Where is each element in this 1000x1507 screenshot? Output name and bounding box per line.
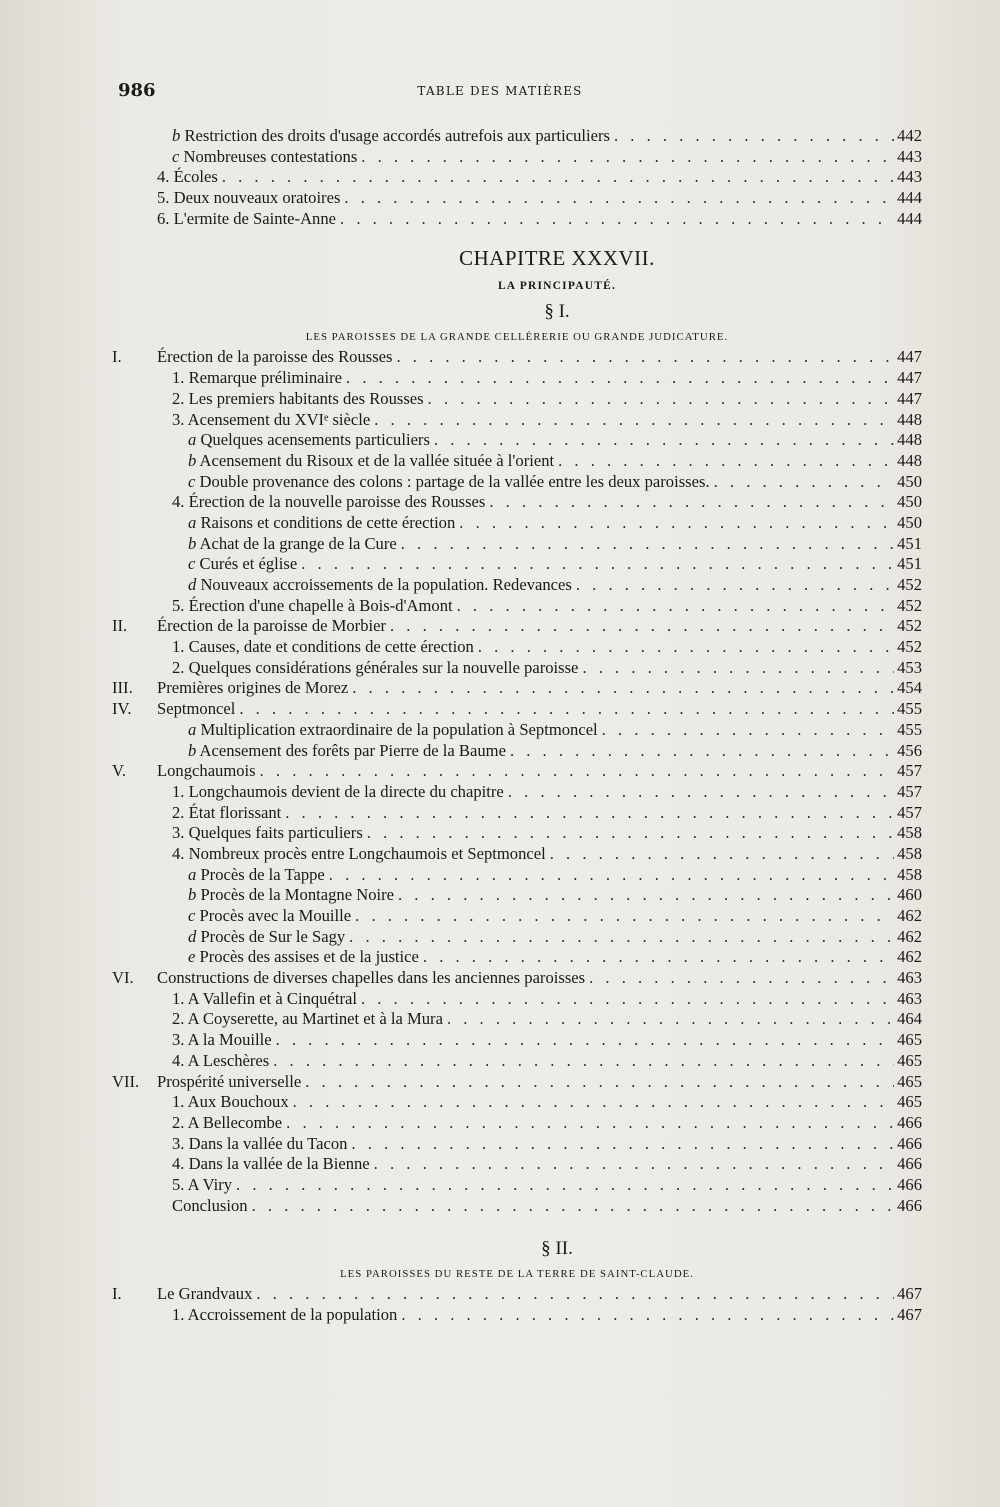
dot-leader bbox=[256, 1284, 894, 1305]
toc-entry-page: 450 bbox=[897, 512, 922, 532]
toc-entry-letter: b bbox=[172, 126, 181, 145]
toc-entry-text: Érection de la paroisse des Rousses bbox=[157, 347, 393, 367]
toc-entry-page: 458 bbox=[897, 823, 922, 843]
toc-entry-text: 5. A Viry bbox=[172, 1174, 233, 1194]
toc-entry-page: 467 bbox=[897, 1284, 922, 1304]
toc-entry-label bbox=[172, 1134, 351, 1155]
toc-entry bbox=[112, 1134, 922, 1155]
toc-entry-page: 447 bbox=[897, 368, 922, 388]
toc-entry-text: Quelques acensements particuliers bbox=[200, 430, 430, 450]
chapter-title: CHAPITRE XXXVII. bbox=[459, 246, 655, 271]
toc-entry-letter: a bbox=[188, 864, 197, 884]
toc-entry-numeral: V. bbox=[112, 761, 126, 781]
toc-entry-label bbox=[172, 147, 361, 168]
toc-entry-label bbox=[172, 1196, 252, 1217]
toc-entry-label bbox=[157, 209, 340, 230]
toc-entry-text: 6. L'ermite de Sainte-Anne bbox=[157, 208, 337, 228]
toc-entry-text: 2. A Coyserette, au Martinet et à la Mura bbox=[172, 1009, 443, 1029]
dot-leader bbox=[576, 575, 894, 596]
toc-entry bbox=[112, 637, 922, 658]
toc-entry-label bbox=[172, 1009, 447, 1030]
toc-entry bbox=[112, 534, 922, 555]
toc-entry-page: 444 bbox=[897, 208, 922, 228]
toc-entry-text: Érection de la paroisse de Morbier bbox=[157, 616, 386, 636]
toc-entry-page: 452 bbox=[897, 575, 922, 594]
section-1-mark: § I. bbox=[544, 301, 570, 323]
dot-leader bbox=[478, 637, 894, 658]
dot-leader bbox=[349, 927, 894, 948]
toc-entry-label bbox=[157, 1072, 305, 1093]
toc-entry-text: 1. Remarque préliminaire bbox=[172, 368, 343, 388]
toc-entry-label bbox=[188, 472, 714, 493]
dot-leader bbox=[589, 968, 894, 989]
toc-entry-text: Procès avec la Mouille bbox=[199, 906, 352, 925]
toc-entry-numeral: I. bbox=[112, 1284, 122, 1304]
running-title: TABLE DES MATIÈRES bbox=[417, 84, 583, 98]
toc-entry-page: 452 bbox=[897, 595, 922, 615]
toc-entry-numeral: III. bbox=[112, 678, 133, 698]
toc-entry-page: 464 bbox=[897, 1009, 922, 1029]
toc-entry-page: 465 bbox=[897, 1071, 922, 1091]
toc-entry-text: 1. Longchaumois devient de la directe du chapitre bbox=[172, 781, 504, 801]
toc-entry-text: Longchaumois bbox=[157, 761, 256, 781]
toc-entry bbox=[112, 927, 922, 948]
toc-entry-page: 443 bbox=[897, 146, 922, 166]
toc-entry bbox=[112, 1154, 922, 1175]
toc-entry-page: 456 bbox=[897, 740, 922, 760]
dot-leader bbox=[293, 1092, 894, 1113]
toc-entry bbox=[112, 1051, 922, 1072]
toc-entry-label bbox=[172, 1305, 401, 1326]
toc-entry-numeral: I. bbox=[112, 347, 122, 367]
toc-entry-label bbox=[157, 1284, 256, 1305]
section-1-title: LES PAROISSES DE LA GRANDE CELLÈRERIE OU GRANDE JUDICATURE. bbox=[305, 331, 729, 344]
toc-entry-text: 3. Dans la vallée du Tacon bbox=[172, 1133, 348, 1153]
toc-entry-page: 453 bbox=[897, 657, 922, 677]
toc-entry bbox=[112, 1196, 922, 1217]
dot-leader bbox=[374, 1154, 894, 1175]
toc-entry bbox=[112, 188, 922, 209]
toc-entry-text: 2. Les premiers habitants des Rousses bbox=[172, 388, 424, 408]
toc-entry bbox=[112, 430, 922, 451]
toc-entry-page: 466 bbox=[897, 1154, 922, 1174]
toc-entry-page: 463 bbox=[897, 988, 922, 1008]
dot-leader bbox=[346, 368, 894, 389]
toc-entry bbox=[112, 1092, 922, 1113]
toc-entry-page: 467 bbox=[897, 1305, 922, 1324]
dot-leader bbox=[510, 741, 894, 762]
dot-leader bbox=[434, 430, 894, 451]
toc-entry-text: Nombreuses contestations bbox=[183, 146, 358, 166]
toc-entry-letter: c bbox=[172, 146, 180, 166]
dot-leader bbox=[260, 761, 894, 782]
toc-entry-page: 448 bbox=[897, 430, 922, 450]
toc-entry-label bbox=[172, 782, 508, 803]
toc-entry-page: 454 bbox=[897, 678, 922, 698]
toc-entry-page: 466 bbox=[897, 1174, 922, 1194]
dot-leader bbox=[361, 147, 894, 168]
dot-leader bbox=[374, 410, 894, 431]
toc-entry-text: Multiplication extraordinaire de la population à Septmoncel bbox=[200, 719, 598, 739]
dot-leader bbox=[276, 1030, 895, 1051]
dot-leader bbox=[329, 865, 894, 886]
toc-entry-label bbox=[172, 1092, 293, 1113]
toc-entry-page: 455 bbox=[897, 719, 922, 739]
toc-entry-page: 451 bbox=[897, 554, 922, 574]
toc-entry bbox=[112, 347, 922, 368]
toc-entry-page: 462 bbox=[897, 906, 922, 925]
toc-entry bbox=[112, 492, 922, 513]
toc-entry-text: Prospérité universelle bbox=[157, 1071, 302, 1091]
dot-leader bbox=[489, 492, 894, 513]
toc-entry-page: 466 bbox=[897, 1133, 922, 1153]
toc-entry-page: 458 bbox=[897, 864, 922, 884]
toc-entry-text: Nouveaux accroissements de la population. Redevances bbox=[200, 575, 572, 594]
dot-leader bbox=[367, 823, 894, 844]
page-number: 986 bbox=[118, 80, 156, 101]
toc-entry bbox=[112, 968, 922, 989]
toc-entry-text: 5. Érection d'une chapelle à Bois-d'Amont bbox=[172, 595, 453, 615]
toc-entry-text: Procès de la Tappe bbox=[200, 864, 325, 884]
dot-leader bbox=[355, 906, 894, 927]
toc-entry-text: 4. Érection de la nouvelle paroisse des Rousses bbox=[172, 492, 486, 512]
toc-entry-numeral: II. bbox=[112, 616, 128, 636]
toc-entry-text: 2. Quelques considérations générales sur la nouvelle paroisse bbox=[172, 657, 579, 677]
toc-entry-text: Restriction des droits d'usage accordés autrefois aux particuliers bbox=[184, 126, 610, 145]
toc-entry bbox=[112, 1284, 922, 1305]
toc-entry bbox=[112, 368, 922, 389]
dot-leader bbox=[352, 678, 894, 699]
dot-leader bbox=[602, 720, 894, 741]
toc-entry bbox=[112, 554, 922, 575]
dot-leader bbox=[344, 188, 894, 209]
dot-leader bbox=[714, 472, 895, 493]
dot-leader bbox=[396, 347, 894, 368]
toc-entry-page: 465 bbox=[897, 1092, 922, 1112]
toc-entry-text: Le Grandvaux bbox=[157, 1284, 253, 1304]
toc-entry-text: 1. Causes, date et conditions de cette érection bbox=[172, 637, 474, 657]
toc-entry bbox=[112, 1175, 922, 1196]
toc-entry bbox=[112, 389, 922, 410]
dot-leader bbox=[401, 1305, 894, 1326]
toc-entry-letter: c bbox=[188, 471, 196, 491]
toc-entry bbox=[112, 885, 922, 906]
toc-entry-letter: b bbox=[188, 450, 197, 470]
toc-entry-label bbox=[188, 885, 398, 906]
toc-entry-text: 2. État florissant bbox=[172, 802, 282, 822]
section-2-mark: § II. bbox=[541, 1238, 573, 1260]
toc-entry-text: Double provenance des colons : partage de la vallée entre les deux paroisses. bbox=[199, 471, 710, 491]
toc-entry-page: 442 bbox=[897, 126, 922, 145]
section-1-items bbox=[112, 347, 922, 1216]
toc-entry-page: 466 bbox=[897, 1195, 922, 1215]
toc-entry-label bbox=[188, 741, 510, 762]
dot-leader bbox=[340, 209, 894, 230]
dot-leader bbox=[423, 947, 894, 968]
toc-entry-page: 447 bbox=[897, 388, 922, 408]
toc-entry-text: 1. A Vallefin et à Cinquétral bbox=[172, 988, 357, 1008]
toc-entry-label bbox=[172, 492, 489, 513]
toc-entry-label bbox=[157, 699, 239, 720]
toc-entry-page: 457 bbox=[897, 761, 922, 781]
toc-entry bbox=[112, 1030, 922, 1051]
toc-entry-numeral: VII. bbox=[112, 1071, 140, 1091]
toc-entry-page: 462 bbox=[897, 947, 922, 967]
toc-entry-label bbox=[157, 678, 352, 699]
toc-entry-letter: d bbox=[188, 575, 197, 594]
page-header bbox=[0, 80, 1000, 104]
toc-entry bbox=[112, 126, 922, 147]
toc-entry-text: 5. Deux nouveaux oratoires bbox=[157, 188, 341, 208]
dot-leader bbox=[236, 1175, 894, 1196]
toc-entry-letter: b bbox=[188, 885, 197, 905]
toc-entry bbox=[112, 803, 922, 824]
toc-entry bbox=[112, 575, 922, 596]
toc-entry-page: 452 bbox=[897, 637, 922, 657]
toc-entry-label bbox=[188, 906, 355, 927]
toc-entry-page: 465 bbox=[897, 1030, 922, 1050]
dot-leader bbox=[305, 1072, 894, 1093]
chapter-subtitle: LA PRINCIPAUTÉ. bbox=[497, 280, 617, 293]
toc-entry-text: 1. Aux Bouchoux bbox=[172, 1092, 289, 1112]
toc-entry-text: Procès des assises et de la justice bbox=[199, 947, 419, 967]
toc-entry-page: 443 bbox=[897, 167, 922, 187]
dot-leader bbox=[361, 989, 894, 1010]
toc-entry-label bbox=[188, 513, 459, 534]
toc-entry-label bbox=[172, 1113, 286, 1134]
toc-entry-text: Procès de la Montagne Noire bbox=[200, 885, 394, 905]
toc-entry bbox=[112, 658, 922, 679]
toc-entry-label bbox=[188, 865, 329, 886]
toc-entry-text: Conclusion bbox=[172, 1195, 248, 1215]
toc-entry-page: 451 bbox=[897, 533, 922, 553]
toc-entry-text: 2. A Bellecombe bbox=[172, 1112, 283, 1132]
toc-entry-label bbox=[157, 968, 589, 989]
toc-entry-label bbox=[172, 844, 550, 865]
dot-leader bbox=[508, 782, 894, 803]
toc-entry-label bbox=[172, 1051, 273, 1072]
section-2-items bbox=[112, 1284, 922, 1325]
dot-leader bbox=[273, 1051, 894, 1072]
toc-entry-label bbox=[157, 616, 390, 637]
toc-entry-page: 457 bbox=[897, 781, 922, 801]
toc-entry-letter: b bbox=[188, 533, 197, 553]
toc-entry bbox=[112, 678, 922, 699]
dot-leader bbox=[252, 1196, 895, 1217]
toc-entry bbox=[112, 699, 922, 720]
toc-entry bbox=[112, 844, 922, 865]
toc-entry-page: 444 bbox=[897, 188, 922, 208]
toc-entry-letter: d bbox=[188, 926, 197, 946]
toc-entry bbox=[112, 1072, 922, 1093]
toc-entry-label bbox=[172, 1030, 276, 1051]
toc-entry-page: 455 bbox=[897, 699, 922, 719]
toc-entry-text: Premières origines de Morez bbox=[157, 678, 349, 698]
toc-entry-page: 452 bbox=[897, 616, 922, 636]
toc-entry bbox=[112, 410, 922, 431]
toc-entry-label bbox=[188, 720, 602, 741]
toc-entry-numeral: IV. bbox=[112, 699, 132, 719]
toc-entry-page: 458 bbox=[897, 843, 922, 863]
toc-entry-label bbox=[172, 368, 346, 389]
toc-entry-text: Raisons et conditions de cette érection bbox=[200, 512, 456, 532]
toc-entry-page: 462 bbox=[897, 926, 922, 946]
toc-entry-label bbox=[172, 389, 428, 410]
toc-entry-page: 466 bbox=[897, 1112, 922, 1132]
toc-entry bbox=[112, 1113, 922, 1134]
toc-entry-letter: a bbox=[188, 430, 197, 450]
toc-entry-letter: c bbox=[188, 906, 196, 925]
toc-entry-label bbox=[172, 1154, 374, 1175]
toc-entry-text: 4. Écoles bbox=[157, 167, 218, 187]
toc-entry bbox=[112, 1009, 922, 1030]
toc-entry-letter: e bbox=[188, 947, 196, 967]
toc-entry-label bbox=[188, 947, 423, 968]
toc-entry-text: Septmoncel bbox=[157, 699, 236, 719]
toc-entry bbox=[112, 167, 922, 188]
toc-entry-page: 457 bbox=[897, 802, 922, 822]
toc-entry bbox=[112, 761, 922, 782]
toc-entry-page: 460 bbox=[897, 885, 922, 905]
dot-leader bbox=[390, 616, 894, 637]
toc-entry bbox=[112, 209, 922, 230]
toc-entry-text: Curés et église bbox=[199, 554, 298, 574]
dot-leader bbox=[459, 513, 894, 534]
dot-leader bbox=[239, 699, 894, 720]
dot-leader bbox=[286, 1113, 894, 1134]
toc-entry-letter: c bbox=[188, 554, 196, 574]
dot-leader bbox=[614, 126, 894, 147]
toc-entry-label bbox=[188, 430, 434, 451]
toc-entry-label bbox=[172, 658, 582, 679]
toc-entry bbox=[112, 451, 922, 472]
toc-entry bbox=[112, 596, 922, 617]
toc-entry-label bbox=[172, 803, 285, 824]
toc-entry bbox=[112, 1305, 922, 1326]
toc-entry-label bbox=[172, 410, 374, 431]
toc-entry-label bbox=[172, 989, 361, 1010]
toc-entry-label bbox=[172, 596, 457, 617]
dot-leader bbox=[301, 554, 894, 575]
toc-entry-text: 4. Dans la vallée de la Bienne bbox=[172, 1154, 370, 1174]
toc-entry-label bbox=[157, 167, 222, 188]
toc-entry-text: 3. Quelques faits particuliers bbox=[172, 823, 363, 843]
toc-entry bbox=[112, 906, 922, 927]
dot-leader bbox=[222, 167, 894, 188]
section-2-title: LES PAROISSES DU RESTE DE LA TERRE DE SAINT-CLAUDE. bbox=[340, 1268, 694, 1281]
toc-entry bbox=[112, 147, 922, 168]
dot-leader bbox=[457, 596, 894, 617]
toc-entry-text: 3. A la Mouille bbox=[172, 1030, 272, 1050]
toc-entry bbox=[112, 741, 922, 762]
toc-entry-page: 447 bbox=[897, 347, 922, 367]
toc-entry-label bbox=[157, 761, 260, 782]
table-of-contents bbox=[112, 126, 922, 1326]
toc-entry bbox=[112, 947, 922, 968]
toc-entry bbox=[112, 782, 922, 803]
toc-entry-text: Constructions de diverses chapelles dans les anciennes paroisses bbox=[157, 968, 586, 988]
toc-entry-page: 448 bbox=[897, 450, 922, 470]
toc-entry-page: 465 bbox=[897, 1050, 922, 1070]
toc-entry-label bbox=[188, 575, 576, 596]
toc-entry-text: 4. A Leschères bbox=[172, 1050, 270, 1070]
toc-entry bbox=[112, 513, 922, 534]
toc-entry bbox=[112, 616, 922, 637]
toc-entry-text: Procès de Sur le Sagy bbox=[200, 926, 346, 946]
toc-entry-page: 450 bbox=[897, 492, 922, 512]
toc-entry-label bbox=[172, 823, 367, 844]
dot-leader bbox=[558, 451, 894, 472]
dot-leader bbox=[447, 1009, 894, 1030]
toc-entry-text: Acensement des forêts par Pierre de la Baume bbox=[199, 740, 506, 760]
dot-leader bbox=[351, 1134, 894, 1155]
toc-entry-text: 1. Accroissement de la population bbox=[172, 1305, 398, 1324]
toc-entry-label bbox=[172, 1175, 236, 1196]
dot-leader bbox=[401, 534, 894, 555]
toc-entry-page: 450 bbox=[897, 471, 922, 491]
toc-entry-label bbox=[188, 927, 349, 948]
toc-entry-label bbox=[157, 347, 396, 368]
toc-entry-label bbox=[188, 534, 401, 555]
dot-leader bbox=[398, 885, 894, 906]
toc-entry-text: Achat de la grange de la Cure bbox=[199, 533, 397, 553]
toc-entry bbox=[112, 472, 922, 493]
toc-entry bbox=[112, 989, 922, 1010]
toc-entry-page: 448 bbox=[897, 409, 922, 429]
toc-entry-label bbox=[157, 188, 344, 209]
toc-entry-label bbox=[188, 554, 301, 575]
toc-entry-text: Acensement du Risoux et de la vallée située à l'orient bbox=[199, 450, 555, 470]
toc-top-items bbox=[112, 126, 922, 229]
toc-entry-letter: a bbox=[188, 719, 197, 739]
toc-entry-letter: a bbox=[188, 512, 197, 532]
toc-entry-label bbox=[188, 451, 558, 472]
toc-entry-numeral: VI. bbox=[112, 968, 134, 988]
toc-entry-text: 4. Nombreux procès entre Longchaumois et Septmoncel bbox=[172, 843, 546, 863]
dot-leader bbox=[285, 803, 894, 824]
toc-entry-label bbox=[172, 637, 478, 658]
toc-entry-text: 3. Acensement du XVIᵉ siècle bbox=[172, 409, 371, 429]
dot-leader bbox=[550, 844, 894, 865]
dot-leader bbox=[582, 658, 894, 679]
toc-entry-letter: b bbox=[188, 740, 197, 760]
toc-entry bbox=[112, 823, 922, 844]
toc-entry bbox=[112, 865, 922, 886]
toc-entry bbox=[112, 720, 922, 741]
toc-entry-page: 463 bbox=[897, 968, 922, 988]
toc-entry-label bbox=[172, 126, 614, 147]
dot-leader bbox=[428, 389, 894, 410]
